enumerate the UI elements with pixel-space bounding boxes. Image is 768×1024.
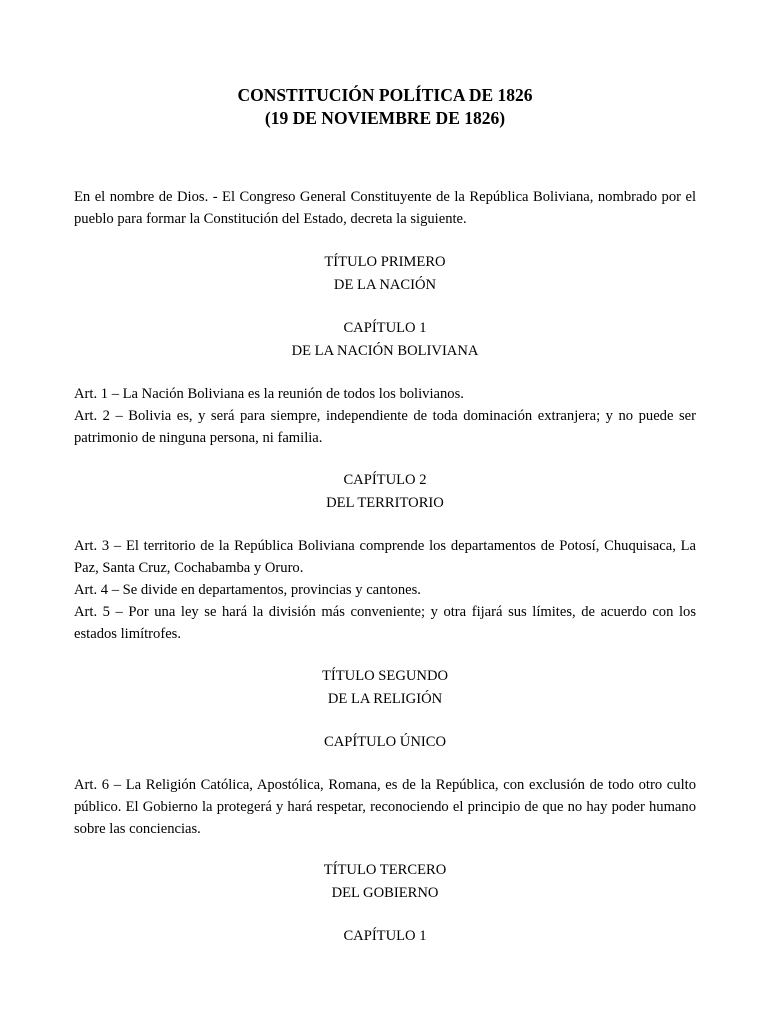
intro-paragraph: En el nombre de Dios. - El Congreso General Constituyente de la República Boliviana, nombrado por el pueblo para formar la Constitución del Estado, decreta la siguiente. (74, 189, 696, 227)
titulo-segundo-subtitle: DE LA RELIGIÓN (327, 691, 443, 707)
article-1: Art. 1 – La Nación Boliviana es la reunión de todos los bolivianos. (74, 386, 464, 402)
titulo-tercero-label: TÍTULO TERCERO (323, 862, 447, 878)
titulo-primero-heading (74, 251, 696, 297)
titulo-tercero-capitulo-1-label: CAPÍTULO 1 (343, 928, 427, 944)
titulo-primero-label: TÍTULO PRIMERO (324, 254, 446, 270)
capitulo-1-label: CAPÍTULO 1 (343, 320, 427, 336)
capitulo-2-label: CAPÍTULO 2 (343, 472, 427, 488)
titulo-segundo-heading (74, 665, 696, 711)
titulo-tercero-capitulo-1-heading (74, 925, 696, 948)
capitulo-1-subtitle: DE LA NACIÓN BOLIVIANA (291, 343, 479, 359)
capitulo-1-heading (74, 317, 696, 363)
capitulo-unico-label: CAPÍTULO ÚNICO (323, 734, 447, 750)
article-2: Art. 2 – Bolivia es, y será para siempre, independiente de toda dominación extranjera; y no puede ser patrimonio de ninguna persona, ni familia. (74, 408, 696, 446)
capitulo-1-articles (74, 383, 696, 449)
titulo-tercero-heading (74, 859, 696, 905)
article-5: Art. 5 – Por una ley se hará la división más conveniente; y otra fijará sus límites, de acuerdo con los estados limítrofes. (74, 604, 696, 642)
titulo-tercero-subtitle: DEL GOBIERNO (331, 885, 439, 901)
document-title-line-2: (19 DE NOVIEMBRE DE 1826) (264, 108, 506, 128)
capitulo-2-subtitle: DEL TERRITORIO (326, 495, 444, 511)
article-4: Art. 4 – Se divide en departamentos, provincias y cantones. (74, 582, 421, 598)
titulo-primero-subtitle: DE LA NACIÓN (333, 277, 437, 293)
titulo-segundo-label: TÍTULO SEGUNDO (321, 668, 449, 684)
document-page (74, 84, 696, 948)
document-title (74, 84, 696, 130)
capitulo-unico-heading (74, 731, 696, 754)
article-3: Art. 3 – El territorio de la República Boliviana comprende los departamentos de Potosí, Chuquisaca, La Paz, Santa Cruz, Cochabamba y Oruro. (74, 538, 696, 576)
document-title-line-1: CONSTITUCIÓN POLÍTICA DE 1826 (237, 85, 533, 105)
capitulo-unico-articles (74, 774, 696, 840)
capitulo-2-heading (74, 469, 696, 515)
capitulo-2-articles (74, 535, 696, 645)
article-6: Art. 6 – La Religión Católica, Apostólica, Romana, es de la República, con exclusión de todo otro culto público. El Gobierno la protegerá y hará respetar, reconociendo el principio de que no hay poder humano sobre las conciencias. (74, 777, 696, 837)
